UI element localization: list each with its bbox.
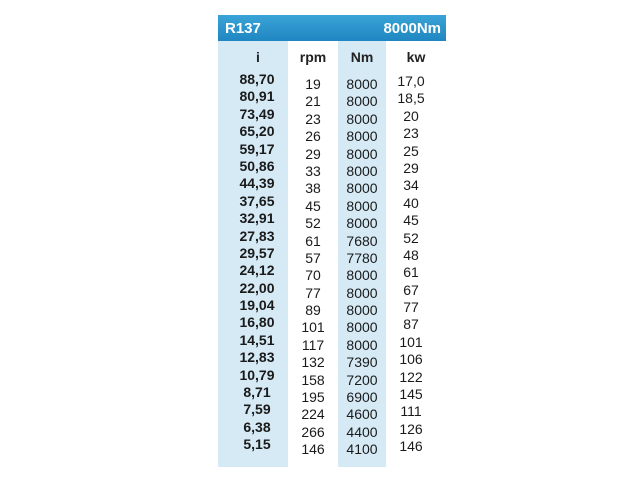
table-row [218,297,446,319]
column-header-kw: kw [406,49,426,65]
cell-kw: 87 [403,316,419,333]
cell-nm: 7390 [346,354,378,371]
column-header-nm: Nm [350,49,374,65]
cell-kw: 61 [403,264,419,281]
cell-nm: 8000 [346,215,378,232]
cell-rpm: 132 [301,354,325,371]
cell-nm: 4600 [346,406,378,423]
cell-kw: 48 [403,246,419,263]
cell-kw: 106 [399,351,423,368]
cell-i: 65,20 [239,123,275,140]
cell-nm: 8000 [346,76,378,92]
cell-i: 16,80 [239,314,275,331]
table-row [218,210,446,232]
table-row [218,366,446,388]
table-row [218,384,446,406]
cell-rpm: 26 [305,128,321,145]
cell-i: 29,57 [239,244,275,261]
table-row [218,244,446,266]
cell-rpm: 57 [305,249,321,266]
cell-i: 22,00 [239,279,275,296]
cell-i: 44,39 [239,175,275,192]
table-row [218,401,446,423]
cell-rpm: 23 [305,110,321,127]
cell-kw: 40 [403,194,419,211]
cell-rpm: 224 [301,406,325,423]
table-header-bar [218,15,446,41]
cell-rpm: 89 [305,302,321,319]
cell-i: 32,91 [239,210,275,227]
cell-nm: 4100 [346,441,378,458]
table-row [218,105,446,127]
table-row [218,192,446,214]
cell-nm: 8000 [346,110,378,127]
table-row [218,140,446,162]
model-label: R137 [225,20,261,37]
cell-i: 19,04 [239,297,275,314]
cell-i: 5,15 [243,436,271,453]
cell-i: 8,71 [243,384,271,401]
cell-rpm: 21 [305,93,321,110]
cell-nm: 8000 [346,267,378,284]
cell-kw: 145 [399,386,423,403]
cell-nm: 8000 [346,284,378,301]
cell-i: 12,83 [239,349,275,366]
cell-rpm: 195 [301,389,325,406]
cell-kw: 25 [403,142,419,159]
cell-rpm: 158 [301,371,325,388]
cell-i: 80,91 [239,88,275,105]
cell-i: 24,12 [239,262,275,279]
cell-nm: 7780 [346,249,378,266]
table-row [218,88,446,110]
column-header-rpm: rpm [299,49,327,65]
cell-nm: 8000 [346,93,378,110]
cell-kw: 20 [403,107,419,124]
cell-nm: 8000 [346,197,378,214]
cell-i: 59,17 [239,140,275,157]
cell-kw: 17,0 [397,73,425,89]
cell-i: 14,51 [239,331,275,348]
cell-kw: 111 [400,403,422,420]
cell-kw: 126 [399,420,423,437]
cell-i: 27,83 [239,227,275,244]
cell-rpm: 38 [305,180,321,197]
cell-rpm: 146 [301,441,325,458]
table-row [218,175,446,197]
cell-nm: 8000 [346,319,378,336]
cell-kw: 77 [403,299,419,316]
table-row [218,418,446,440]
cell-i: 73,49 [239,105,275,122]
cell-rpm: 70 [305,267,321,284]
cell-kw: 18,5 [397,90,425,107]
table-row [218,157,446,179]
cell-nm: 8000 [346,302,378,319]
cell-i: 88,70 [239,71,275,87]
cell-nm: 6900 [346,389,378,406]
cell-nm: 7200 [346,371,378,388]
table-row [218,314,446,336]
table-row [218,262,446,284]
cell-i: 10,79 [239,366,275,383]
cell-kw: 34 [403,177,419,194]
cell-kw: 146 [399,438,423,455]
cell-kw: 122 [399,368,423,385]
cell-nm: 8000 [346,128,378,145]
table-row [218,279,446,301]
table-row [218,227,446,249]
cell-rpm: 52 [305,215,321,232]
column-header-i: i [256,49,260,65]
table-row [218,349,446,371]
table-row [218,123,446,145]
cell-nm: 8000 [346,336,378,353]
cell-i: 6,38 [243,418,271,435]
cell-rpm: 33 [305,162,321,179]
spec-table-card [218,15,446,467]
cell-rpm: 29 [305,145,321,162]
cell-i: 50,86 [239,157,275,174]
torque-label: 8000Nm [383,20,441,37]
cell-rpm: 19 [305,76,321,92]
cell-kw: 45 [403,212,419,229]
cell-kw: 52 [403,229,419,246]
cell-rpm: 61 [305,232,321,249]
cell-rpm: 117 [301,336,325,353]
cell-kw: 67 [403,281,419,298]
table-body [218,71,446,458]
table-row [218,331,446,353]
cell-kw: 101 [399,333,423,350]
cell-rpm: 45 [305,197,321,214]
cell-i: 7,59 [243,401,271,418]
cell-nm: 7680 [346,232,378,249]
cell-kw: 23 [403,125,419,142]
cell-rpm: 77 [305,284,321,301]
cell-nm: 8000 [346,145,378,162]
cell-nm: 8000 [346,162,378,179]
table-row [218,71,446,92]
cell-rpm: 266 [301,423,325,440]
cell-i: 37,65 [239,192,275,209]
cell-nm: 8000 [346,180,378,197]
table-row [218,436,446,458]
cell-kw: 29 [403,159,419,176]
cell-rpm: 101 [301,319,325,336]
cell-nm: 4400 [346,423,378,440]
